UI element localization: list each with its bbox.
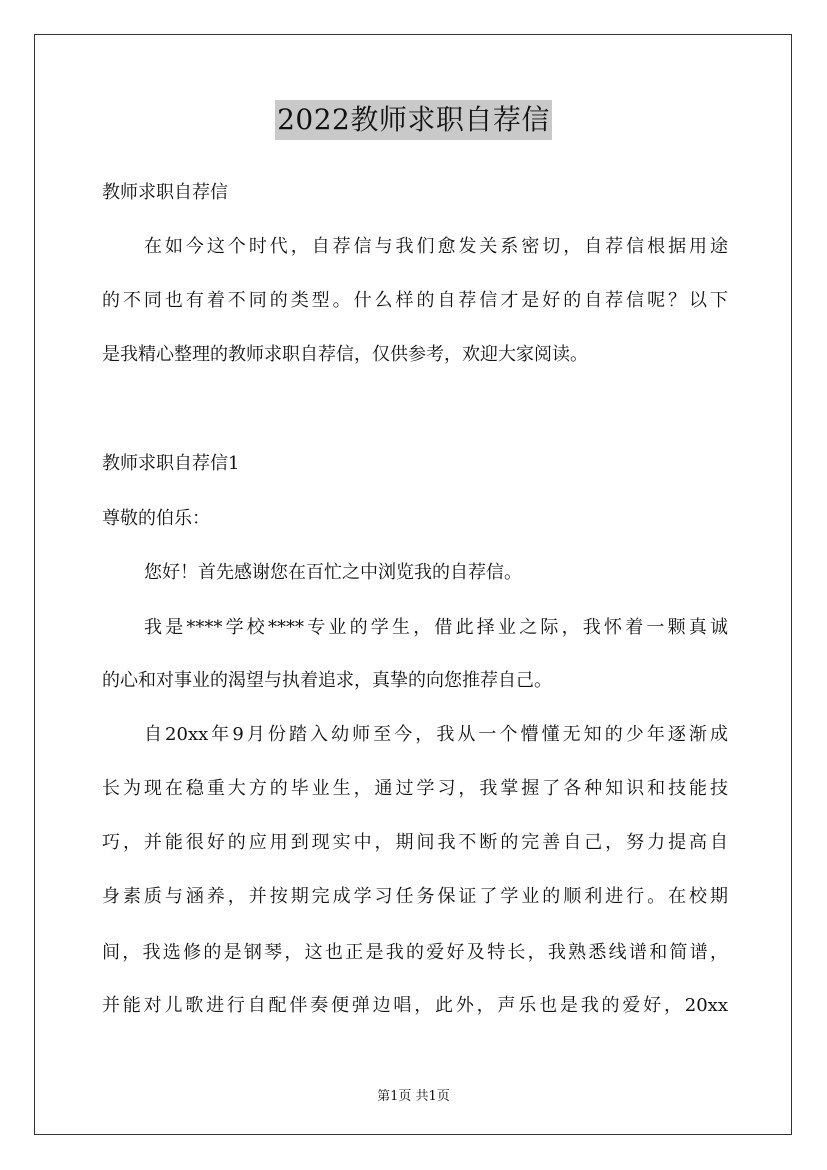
para1-line-2: 的心和对事业的渴望与执着追求，真挚的向您推荐自己。 (102, 670, 552, 691)
para2-line-5: 间，我选修的是钢琴，这也正是我的爱好及特长，我熟悉线谱和简谱， (102, 942, 728, 963)
greeting: 您好！首先感谢您在百忙之中浏览我的自荐信。 (144, 562, 522, 583)
para2-line-2: 长为现在稳重大方的毕业生，通过学习，我掌握了各种知识和技能技 (102, 778, 728, 799)
intro-line-1: 在如今这个时代，自荐信与我们愈发关系密切，自荐信根据用途 (144, 236, 728, 257)
para2-line-6: 并能对儿歌进行自配伴奏便弹边唱，此外，声乐也是我的爱好，20xx (102, 995, 728, 1016)
para2-line-4: 身素质与涵养，并按期完成学习任务保证了学业的顺利进行。在校期 (102, 886, 728, 907)
document-subtitle: 教师求职自荐信 (102, 182, 228, 203)
intro-line-2: 的不同也有着不同的类型。什么样的自荐信才是好的自荐信呢？以下 (102, 290, 728, 311)
document-title: 2022教师求职自荐信 (275, 100, 552, 140)
para2-line-3: 巧，并能很好的应用到现实中，期间我不断的完善自己，努力提高自 (102, 832, 728, 853)
section-title: 教师求职自荐信1 (102, 453, 240, 474)
para2-line-1: 自20xx年9月份踏入幼师至今，我从一个懵懂无知的少年逐渐成 (144, 724, 728, 745)
intro-line-3: 是我精心整理的教师求职自荐信，仅供参考，欢迎大家阅读。 (102, 344, 588, 365)
title-container (0, 100, 827, 140)
salutation: 尊敬的伯乐： (102, 508, 210, 529)
page-footer: 第1页 共1页 (377, 1089, 450, 1104)
document-body (102, 174, 728, 1015)
para1-line-1: 我是****学校****专业的学生，借此择业之际，我怀着一颗真诚 (144, 617, 728, 638)
